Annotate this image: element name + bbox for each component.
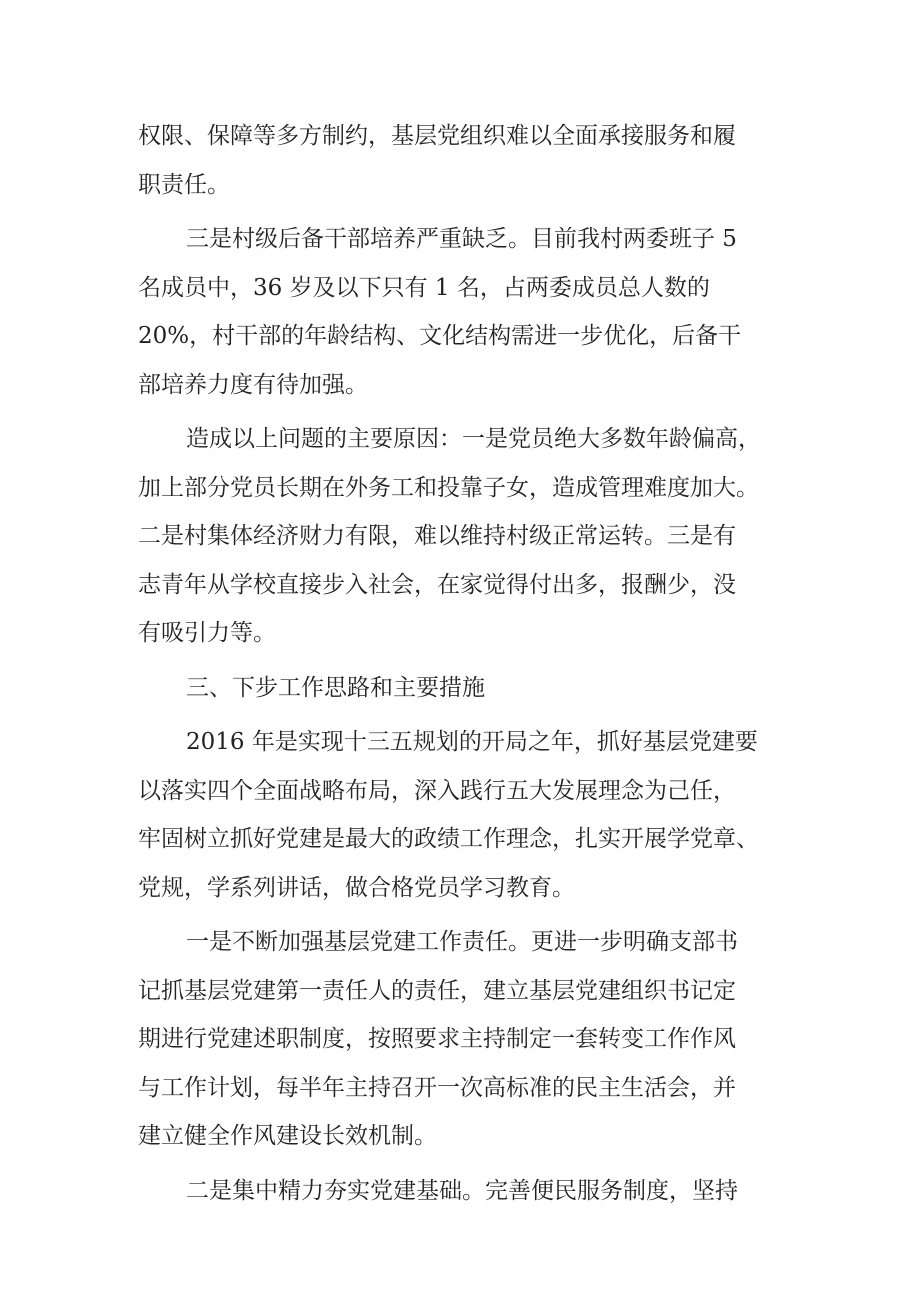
text-line: 有吸引力等。 [138,620,276,646]
text-line: 2016 年是实现十三五规划的开局之年，抓好基层党建要 [186,729,758,755]
text-line: 一是不断加强基层党建工作责任。更进一步明确支部书 [186,929,738,955]
paragraph-2016-plan [138,718,788,912]
paragraph-main-causes [138,415,788,658]
text-line: 部培养力度有待加强。 [138,371,368,398]
text-line: 期进行党建述职制度，按照要求主持制定一套转变工作作风 [138,1026,736,1052]
document-body [138,112,788,1221]
text-line: 牢固树立抓好党建是最大的政绩工作理念，扎实开展学党章、 [138,826,759,852]
text-line: 20%，村干部的年龄结构、文化结构需进一步优化，后备干 [138,323,742,349]
text-line: 建立健全作风建设长效机制。 [138,1123,437,1149]
paragraph-reserve-cadres [138,215,788,409]
text-line: 记抓基层党建第一责任人的责任，建立基层党建组织书记定 [138,977,736,1004]
text-line: 志青年从学校直接步入社会，在家觉得付出多，报酬少，没 [138,571,736,598]
text-line: 与工作计划，每半年主持召开一次高标准的民主生活会，并 [138,1074,736,1101]
text-line: 加上部分党员长期在外务工和投靠子女，造成管理难度加大。 [138,474,759,501]
text-line: 造成以上问题的主要原因：一是党员绝大多数年龄偏高， [186,426,761,452]
paragraph-continuation [138,112,788,209]
text-line: 党规，学系列讲话，做合格党员学习教育。 [138,874,575,901]
paragraph-responsibility [138,918,788,1161]
text-line: 三是村级后备干部培养严重缺乏。目前我村两委班子 5 [186,226,737,252]
paragraph-foundation [138,1167,788,1216]
text-line: 名成员中，36 岁及以下只有 1 名，占两委成员总人数的 [138,274,710,301]
text-line: 以落实四个全面战略布局，深入践行五大发展理念为己任， [138,777,736,804]
section-heading [138,664,788,713]
text-line: 职责任。 [138,171,230,198]
text-line: 权限、保障等多方制约，基层党组织难以全面承接服务和履 [138,123,736,149]
heading-line: 三、下步工作思路和主要措施 [186,674,485,701]
text-line: 二是集中精力夯实党建基础。完善便民服务制度，坚持 [186,1177,738,1204]
text-line: 二是村集体经济财力有限，难以维持村级正常运转。三是有 [138,523,736,549]
